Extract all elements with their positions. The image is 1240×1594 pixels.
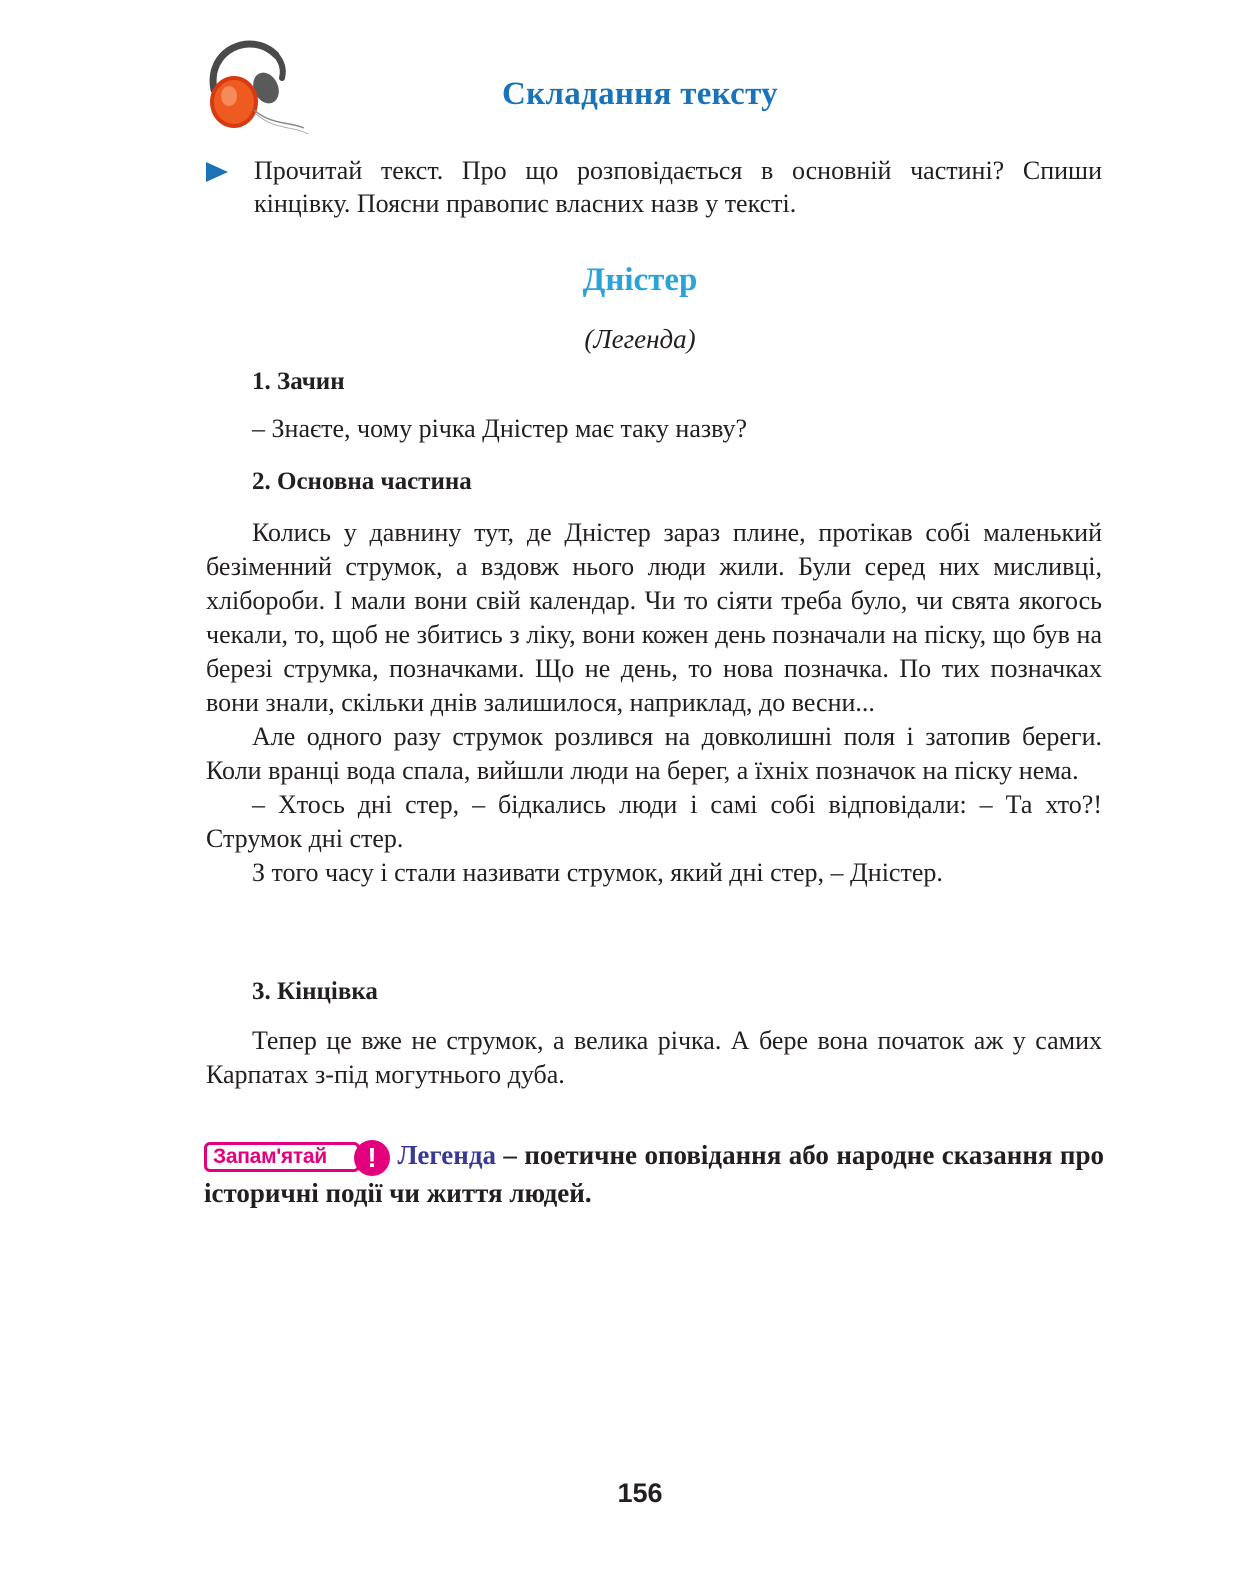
remember-text bbox=[204, 1138, 1104, 1210]
headphones-icon bbox=[196, 30, 316, 140]
paragraph: Тепер це вже не струмок, а велика річка. А бере вона початок аж у самих Карпатах з-під могутнього дуба. bbox=[206, 1026, 1102, 1089]
remember-badge-label: Запам'ятай bbox=[204, 1142, 360, 1172]
part2-heading: 2. Основна частина bbox=[252, 468, 472, 495]
story-genre: (Легенда) bbox=[584, 324, 696, 354]
part1-heading: 1. Зачин bbox=[252, 368, 345, 395]
paragraph: Але одного разу струмок розлився на довколишні поля і затопив береги. Коли вранці вода спала, вийшли люди на берег, а їхніх позначок на піску нема. bbox=[206, 722, 1102, 785]
task-instruction bbox=[206, 154, 1102, 220]
page-number: 156 bbox=[617, 1478, 663, 1508]
part3-heading: 3. Кінцівка bbox=[252, 978, 378, 1005]
definition-text: – поетичне оповідання або народне сказання про історичні події чи життя людей. bbox=[204, 1140, 1105, 1208]
story-title: Дністер bbox=[582, 262, 698, 298]
task-text: Прочитай текст. Про що розповідається в основній частині? Спиши кінцівку. Поясни правопис власних назв у тексті. bbox=[254, 156, 1102, 218]
section-title: Складання тексту bbox=[502, 76, 778, 112]
play-arrow-icon bbox=[206, 162, 228, 182]
part1-text: – Знаєте, чому річка Дністер має таку назву? bbox=[252, 414, 748, 443]
exclamation-icon: ! bbox=[354, 1140, 390, 1176]
remember-badge bbox=[204, 1140, 390, 1176]
paragraph: Колись у давнину тут, де Дністер зараз плине, протікав собі маленький безіменний струмок, а вздовж нього люди жили. Були серед них мисливці, хлібороби. І мали вони свій календар. Чи то сіяти треба було, чи свята якогось чекали, то, щоб не збитись з ліку, вони кожен день позначали на піску, що був на березі струмка, позначками. Що не день, то нова позначка. По тих позначках вони знали, скільки днів залишилося, наприклад, до весни... bbox=[206, 518, 1102, 717]
definition-term: Легенда bbox=[397, 1140, 496, 1170]
paragraph: – Хтось дні стер, – бідкались люди і самі собі відповідали: – Та хто?! Струмок дні стер. bbox=[206, 790, 1102, 853]
part2-body bbox=[206, 516, 1102, 890]
remember-box bbox=[204, 1138, 1104, 1210]
paragraph: З того часу і стали називати струмок, який дні стер, – Дністер. bbox=[252, 858, 943, 887]
part3-body bbox=[206, 1024, 1102, 1092]
